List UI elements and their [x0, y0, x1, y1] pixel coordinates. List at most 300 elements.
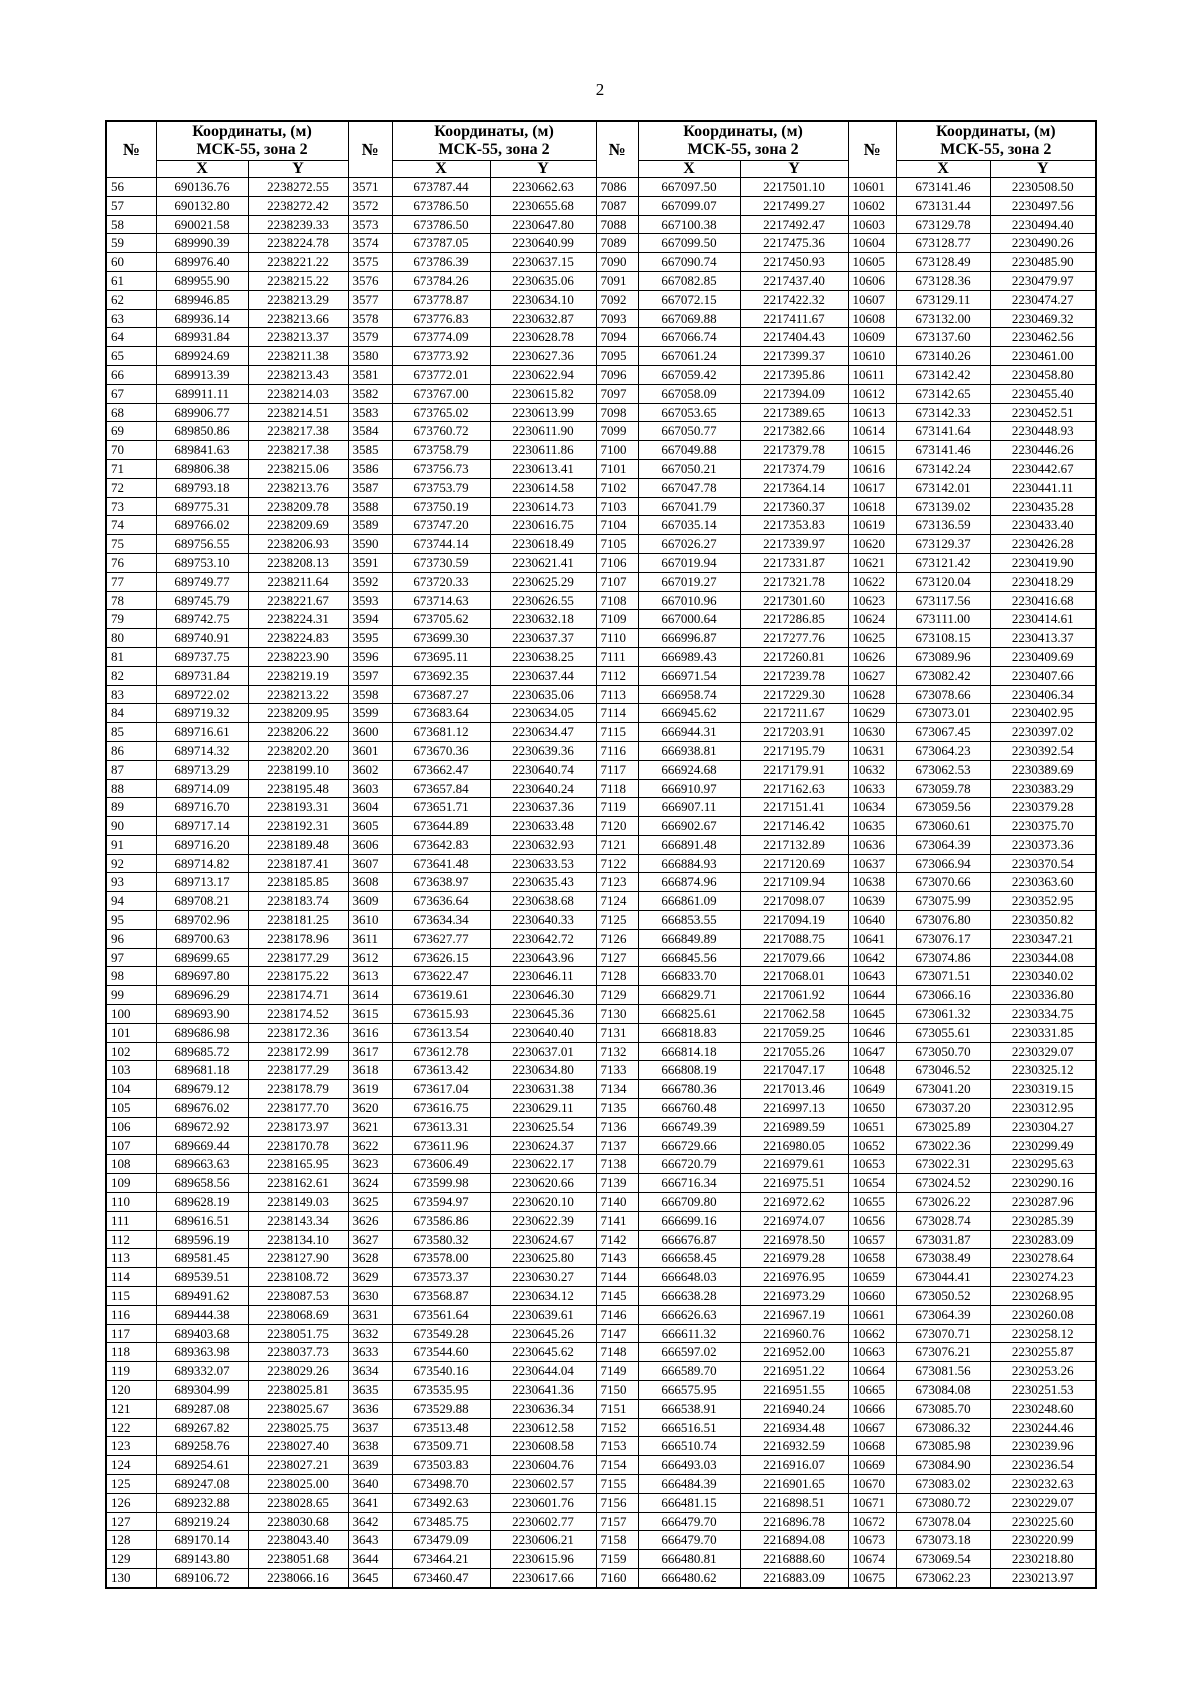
point-number: 10607 [848, 290, 896, 309]
point-number: 76 [106, 553, 156, 572]
point-number: 7090 [596, 253, 638, 272]
coord-y: 2238174.52 [248, 1005, 348, 1024]
coord-y: 2238181.25 [248, 911, 348, 930]
point-number: 108 [106, 1155, 156, 1174]
coord-y: 2217499.27 [740, 196, 848, 215]
coord-x: 673081.56 [896, 1362, 990, 1381]
coord-x: 689663.63 [156, 1155, 248, 1174]
point-number: 10616 [848, 459, 896, 478]
point-number: 3631 [348, 1305, 392, 1324]
coord-x: 689806.38 [156, 459, 248, 478]
table-row [106, 760, 1096, 779]
coord-y: 2230606.21 [490, 1531, 596, 1550]
coord-x: 666874.96 [638, 873, 740, 892]
coord-x: 666709.80 [638, 1193, 740, 1212]
point-number: 3602 [348, 760, 392, 779]
coord-x: 673137.60 [896, 328, 990, 347]
coord-y: 2217331.87 [740, 553, 848, 572]
point-number: 107 [106, 1136, 156, 1155]
coord-y: 2230258.12 [990, 1324, 1096, 1343]
coord-y: 2216980.05 [740, 1136, 848, 1155]
coord-x: 666638.28 [638, 1287, 740, 1306]
point-number: 67 [106, 384, 156, 403]
table-row [106, 1399, 1096, 1418]
coord-x: 673561.64 [392, 1305, 490, 1324]
coord-y: 2230643.96 [490, 948, 596, 967]
coord-x: 666845.56 [638, 948, 740, 967]
point-number: 7136 [596, 1117, 638, 1136]
point-number: 3585 [348, 441, 392, 460]
point-number: 3612 [348, 948, 392, 967]
coord-y: 2217379.78 [740, 441, 848, 460]
coord-y: 2230645.26 [490, 1324, 596, 1343]
point-number: 10613 [848, 403, 896, 422]
coord-y: 2230615.96 [490, 1550, 596, 1569]
coord-y: 2230638.68 [490, 892, 596, 911]
coord-x: 673086.32 [896, 1418, 990, 1437]
coord-y: 2230628.78 [490, 328, 596, 347]
table-row [106, 798, 1096, 817]
coord-x: 673636.64 [392, 892, 490, 911]
coord-x: 689232.88 [156, 1493, 248, 1512]
point-number: 3616 [348, 1023, 392, 1042]
coord-x: 673699.30 [392, 629, 490, 648]
point-number: 10608 [848, 309, 896, 328]
coord-x: 689931.84 [156, 328, 248, 347]
point-number: 81 [106, 647, 156, 666]
table-row [106, 1005, 1096, 1024]
coord-x: 673599.98 [392, 1174, 490, 1193]
point-number: 3625 [348, 1193, 392, 1212]
coord-x: 666853.55 [638, 911, 740, 930]
coord-x: 689332.07 [156, 1362, 248, 1381]
coord-x: 673503.83 [392, 1456, 490, 1475]
coord-y: 2217321.78 [740, 572, 848, 591]
coord-x: 689700.63 [156, 929, 248, 948]
coord-y: 2230325.12 [990, 1061, 1096, 1080]
header-coords-title: Координаты, (м) [683, 123, 803, 140]
coord-x: 667050.77 [638, 422, 740, 441]
coord-y: 2238027.40 [248, 1437, 348, 1456]
coord-x: 666808.19 [638, 1061, 740, 1080]
coord-x: 689539.51 [156, 1268, 248, 1287]
point-number: 3641 [348, 1493, 392, 1512]
coord-x: 666729.66 [638, 1136, 740, 1155]
coord-x: 673573.37 [392, 1268, 490, 1287]
table-row [106, 704, 1096, 723]
table-row [106, 835, 1096, 854]
point-number: 3588 [348, 497, 392, 516]
point-number: 92 [106, 854, 156, 873]
coord-x: 673025.89 [896, 1117, 990, 1136]
table-row [106, 986, 1096, 1005]
coord-x: 689444.38 [156, 1305, 248, 1324]
coord-x: 673695.11 [392, 647, 490, 666]
point-number: 10624 [848, 610, 896, 629]
coord-y: 2216901.65 [740, 1474, 848, 1493]
coord-y: 2230441.11 [990, 478, 1096, 497]
coord-y: 2230640.99 [490, 234, 596, 253]
coord-y: 2230645.36 [490, 1005, 596, 1024]
coord-x: 673509.71 [392, 1437, 490, 1456]
coord-x: 673141.46 [896, 178, 990, 197]
table-row [106, 178, 1096, 197]
point-number: 61 [106, 271, 156, 290]
coord-x: 689596.19 [156, 1230, 248, 1249]
point-number: 7145 [596, 1287, 638, 1306]
table-row [106, 1493, 1096, 1512]
point-number: 7152 [596, 1418, 638, 1437]
point-number: 118 [106, 1343, 156, 1362]
coord-x: 689740.91 [156, 629, 248, 648]
table-row [106, 441, 1096, 460]
coord-x: 666484.39 [638, 1474, 740, 1493]
coord-x: 689679.12 [156, 1080, 248, 1099]
point-number: 124 [106, 1456, 156, 1475]
point-number: 7140 [596, 1193, 638, 1212]
coord-x: 673753.79 [392, 478, 490, 497]
table-row [106, 685, 1096, 704]
coord-y: 2230319.15 [990, 1080, 1096, 1099]
coord-x: 689628.19 [156, 1193, 248, 1212]
point-number: 3579 [348, 328, 392, 347]
coord-x: 689219.24 [156, 1512, 248, 1531]
coord-y: 2217492.47 [740, 215, 848, 234]
coord-y: 2216979.61 [740, 1155, 848, 1174]
point-number: 70 [106, 441, 156, 460]
header-coords-subtitle: МСК-55, зона 2 [438, 141, 550, 158]
point-number: 3598 [348, 685, 392, 704]
point-number: 10626 [848, 647, 896, 666]
point-number: 109 [106, 1174, 156, 1193]
point-number: 88 [106, 779, 156, 798]
point-number: 7118 [596, 779, 638, 798]
point-number: 7097 [596, 384, 638, 403]
coord-y: 2238206.93 [248, 535, 348, 554]
header-coords-subtitle: МСК-55, зона 2 [940, 141, 1052, 158]
table-row [106, 478, 1096, 497]
coord-x: 689713.29 [156, 760, 248, 779]
point-number: 10603 [848, 215, 896, 234]
point-number: 7159 [596, 1550, 638, 1569]
coord-x: 673638.97 [392, 873, 490, 892]
coord-x: 666938.81 [638, 741, 740, 760]
point-number: 10617 [848, 478, 896, 497]
coord-x: 673464.21 [392, 1550, 490, 1569]
coord-y: 2238206.22 [248, 723, 348, 742]
coord-y: 2230433.40 [990, 516, 1096, 535]
coord-x: 673069.54 [896, 1550, 990, 1569]
point-number: 91 [106, 835, 156, 854]
point-number: 10634 [848, 798, 896, 817]
coord-x: 673778.87 [392, 290, 490, 309]
coord-y: 2216975.51 [740, 1174, 848, 1193]
coord-y: 2238213.76 [248, 478, 348, 497]
coord-x: 689841.63 [156, 441, 248, 460]
table-row [106, 497, 1096, 516]
coord-y: 2230370.54 [990, 854, 1096, 873]
point-number: 112 [106, 1230, 156, 1249]
coord-x: 673028.74 [896, 1211, 990, 1230]
coord-x: 666676.87 [638, 1230, 740, 1249]
coord-x: 690021.58 [156, 215, 248, 234]
point-number: 3634 [348, 1362, 392, 1381]
point-number: 93 [106, 873, 156, 892]
coord-x: 673641.48 [392, 854, 490, 873]
point-number: 7135 [596, 1099, 638, 1118]
coord-y: 2230290.16 [990, 1174, 1096, 1193]
table-row [106, 741, 1096, 760]
coord-y: 2230418.29 [990, 572, 1096, 591]
point-number: 3639 [348, 1456, 392, 1475]
coord-x: 689491.62 [156, 1287, 248, 1306]
point-number: 3572 [348, 196, 392, 215]
table-row [106, 1230, 1096, 1249]
coord-y: 2230624.37 [490, 1136, 596, 1155]
coord-y: 2230232.63 [990, 1474, 1096, 1493]
point-number: 119 [106, 1362, 156, 1381]
coord-x: 673730.59 [392, 553, 490, 572]
table-row [106, 1531, 1096, 1550]
coord-x: 689658.56 [156, 1174, 248, 1193]
coord-y: 2238178.79 [248, 1080, 348, 1099]
point-number: 10625 [848, 629, 896, 648]
table-row [106, 1155, 1096, 1174]
point-number: 7095 [596, 347, 638, 366]
coord-y: 2230614.73 [490, 497, 596, 516]
coord-y: 2230340.02 [990, 967, 1096, 986]
header-coords-4 [896, 121, 1096, 161]
coord-y: 2238223.90 [248, 647, 348, 666]
point-number: 3627 [348, 1230, 392, 1249]
coord-x: 673083.02 [896, 1474, 990, 1493]
coord-y: 2217339.97 [740, 535, 848, 554]
point-number: 10648 [848, 1061, 896, 1080]
coord-y: 2217394.09 [740, 384, 848, 403]
coord-y: 2230402.95 [990, 704, 1096, 723]
coord-y: 2217450.93 [740, 253, 848, 272]
table-header [106, 121, 1096, 178]
coord-x: 689766.02 [156, 516, 248, 535]
coord-y: 2230448.93 [990, 422, 1096, 441]
coord-x: 673060.61 [896, 817, 990, 836]
point-number: 10672 [848, 1512, 896, 1531]
point-number: 7111 [596, 647, 638, 666]
point-number: 3591 [348, 553, 392, 572]
coord-y: 2230629.11 [490, 1099, 596, 1118]
coord-y: 2230633.53 [490, 854, 596, 873]
point-number: 77 [106, 572, 156, 591]
coord-x: 689913.39 [156, 365, 248, 384]
coordinates-table [105, 120, 1097, 1589]
table-row [106, 629, 1096, 648]
coord-y: 2238221.67 [248, 591, 348, 610]
coord-x: 689990.39 [156, 234, 248, 253]
coord-x: 673024.52 [896, 1174, 990, 1193]
coord-y: 2238051.68 [248, 1550, 348, 1569]
coord-y: 2238214.03 [248, 384, 348, 403]
coord-x: 673070.66 [896, 873, 990, 892]
coord-x: 673776.83 [392, 309, 490, 328]
coord-y: 2230634.10 [490, 290, 596, 309]
header-num-2: № [348, 121, 392, 178]
point-number: 84 [106, 704, 156, 723]
coord-y: 2217411.67 [740, 309, 848, 328]
coord-x: 673046.52 [896, 1061, 990, 1080]
coord-y: 2238209.95 [248, 704, 348, 723]
coord-y: 2217277.76 [740, 629, 848, 648]
point-number: 7088 [596, 215, 638, 234]
coord-x: 666971.54 [638, 666, 740, 685]
coord-y: 2230373.36 [990, 835, 1096, 854]
table-row [106, 535, 1096, 554]
table-row [106, 1324, 1096, 1343]
point-number: 3574 [348, 234, 392, 253]
header-coords-1 [156, 121, 348, 161]
point-number: 10639 [848, 892, 896, 911]
coord-x: 667072.15 [638, 290, 740, 309]
point-number: 7148 [596, 1343, 638, 1362]
point-number: 3628 [348, 1249, 392, 1268]
point-number: 3573 [348, 215, 392, 234]
coord-y: 2217229.30 [740, 685, 848, 704]
point-number: 125 [106, 1474, 156, 1493]
coord-y: 2238213.37 [248, 328, 348, 347]
coord-x: 666658.45 [638, 1249, 740, 1268]
coord-y: 2238202.20 [248, 741, 348, 760]
point-number: 114 [106, 1268, 156, 1287]
table-row [106, 1287, 1096, 1306]
coord-x: 666493.03 [638, 1456, 740, 1475]
coord-y: 2230397.02 [990, 723, 1096, 742]
coord-y: 2238217.38 [248, 441, 348, 460]
coord-y: 2238209.78 [248, 497, 348, 516]
point-number: 57 [106, 196, 156, 215]
point-number: 10618 [848, 497, 896, 516]
table-row [106, 196, 1096, 215]
point-number: 3638 [348, 1437, 392, 1456]
coord-x: 667026.27 [638, 535, 740, 554]
coord-x: 673586.86 [392, 1211, 490, 1230]
coord-x: 673549.28 [392, 1324, 490, 1343]
coord-y: 2230469.32 [990, 309, 1096, 328]
coord-x: 667053.65 [638, 403, 740, 422]
coord-x: 666849.89 [638, 929, 740, 948]
coord-x: 689793.18 [156, 478, 248, 497]
point-number: 106 [106, 1117, 156, 1136]
coord-y: 2238025.75 [248, 1418, 348, 1437]
coord-y: 2238172.36 [248, 1023, 348, 1042]
point-number: 7146 [596, 1305, 638, 1324]
coord-x: 673120.04 [896, 572, 990, 591]
point-number: 7125 [596, 911, 638, 930]
coord-y: 2238272.55 [248, 178, 348, 197]
coord-y: 2238149.03 [248, 1193, 348, 1212]
table-row [106, 892, 1096, 911]
coord-y: 2238037.73 [248, 1343, 348, 1362]
coord-x: 689716.70 [156, 798, 248, 817]
point-number: 7105 [596, 535, 638, 554]
point-number: 10675 [848, 1568, 896, 1587]
header-num-1: № [106, 121, 156, 178]
coord-x: 666480.81 [638, 1550, 740, 1569]
point-number: 7094 [596, 328, 638, 347]
coord-x: 673535.95 [392, 1381, 490, 1400]
table-row [106, 911, 1096, 930]
coord-x: 673644.89 [392, 817, 490, 836]
coord-y: 2238209.69 [248, 516, 348, 535]
table-row [106, 1418, 1096, 1437]
point-number: 7114 [596, 704, 638, 723]
point-number: 7144 [596, 1268, 638, 1287]
coord-x: 673492.63 [392, 1493, 490, 1512]
coord-y: 2230612.58 [490, 1418, 596, 1437]
coord-y: 2238027.21 [248, 1456, 348, 1475]
point-number: 65 [106, 347, 156, 366]
coord-x: 673787.44 [392, 178, 490, 197]
point-number: 3583 [348, 403, 392, 422]
coord-x: 673142.42 [896, 365, 990, 384]
coord-y: 2230608.58 [490, 1437, 596, 1456]
coord-y: 2216883.09 [740, 1568, 848, 1587]
coord-y: 2217132.89 [740, 835, 848, 854]
point-number: 104 [106, 1080, 156, 1099]
coord-x: 673074.86 [896, 948, 990, 967]
point-number: 10642 [848, 948, 896, 967]
header-x-2: X [392, 161, 490, 178]
point-number: 95 [106, 911, 156, 930]
coord-y: 2217360.37 [740, 497, 848, 516]
point-number: 10660 [848, 1287, 896, 1306]
coord-x: 673071.51 [896, 967, 990, 986]
coord-y: 2217475.36 [740, 234, 848, 253]
point-number: 7100 [596, 441, 638, 460]
table-row [106, 1023, 1096, 1042]
coord-y: 2230229.07 [990, 1493, 1096, 1512]
coord-x: 667100.38 [638, 215, 740, 234]
table-row [106, 1174, 1096, 1193]
coord-x: 673131.44 [896, 196, 990, 215]
coord-x: 673078.04 [896, 1512, 990, 1531]
coord-y: 2230413.37 [990, 629, 1096, 648]
coord-x: 689911.11 [156, 384, 248, 403]
header-coords-2 [392, 121, 596, 161]
point-number: 3615 [348, 1005, 392, 1024]
coord-y: 2230622.94 [490, 365, 596, 384]
coord-y: 2230637.37 [490, 629, 596, 648]
coord-x: 689924.69 [156, 347, 248, 366]
point-number: 7137 [596, 1136, 638, 1155]
coord-y: 2238025.67 [248, 1399, 348, 1418]
coord-x: 667019.94 [638, 553, 740, 572]
coord-y: 2238087.53 [248, 1287, 348, 1306]
point-number: 7133 [596, 1061, 638, 1080]
coord-y: 2230485.90 [990, 253, 1096, 272]
coord-y: 2230435.28 [990, 497, 1096, 516]
table-row [106, 1042, 1096, 1061]
point-number: 3626 [348, 1211, 392, 1230]
coord-y: 2230630.27 [490, 1268, 596, 1287]
point-number: 58 [106, 215, 156, 234]
point-number: 7121 [596, 835, 638, 854]
point-number: 7124 [596, 892, 638, 911]
coord-x: 673117.56 [896, 591, 990, 610]
page-number: 2 [595, 80, 605, 99]
point-number: 111 [106, 1211, 156, 1230]
point-number: 121 [106, 1399, 156, 1418]
coord-x: 666510.74 [638, 1437, 740, 1456]
coord-x: 673662.47 [392, 760, 490, 779]
